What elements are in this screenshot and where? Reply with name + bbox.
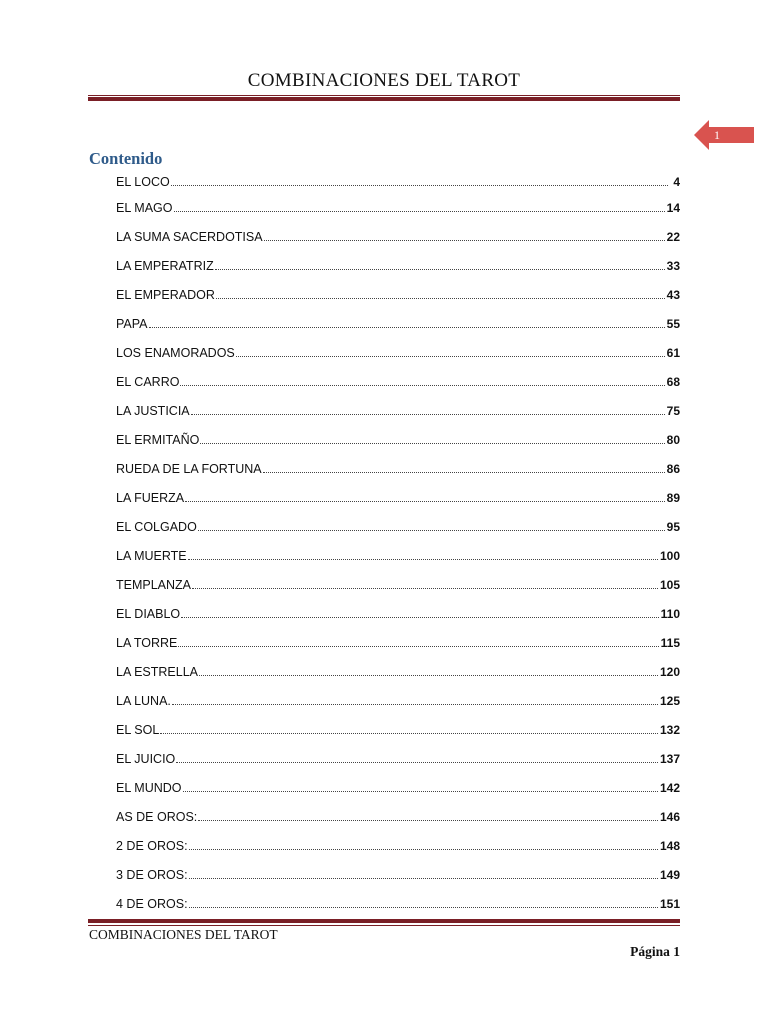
toc-entry-page: 75 bbox=[666, 403, 680, 418]
toc-entry-label: EL SOL bbox=[116, 722, 160, 737]
toc-dot-leader bbox=[189, 906, 658, 908]
toc-dot-leader bbox=[216, 297, 665, 299]
toc-entry[interactable] bbox=[116, 512, 680, 541]
toc-list bbox=[116, 170, 680, 918]
toc-entry-page: 80 bbox=[666, 432, 680, 447]
toc-entry-label: LA EMPERATRIZ bbox=[116, 258, 214, 273]
toc-entry[interactable] bbox=[116, 193, 680, 222]
header-rule-thin bbox=[88, 95, 680, 96]
toc-entry-page: 148 bbox=[659, 838, 680, 853]
toc-entry-page: 43 bbox=[666, 287, 680, 302]
toc-dot-leader bbox=[189, 848, 658, 850]
toc-entry-label: LA JUSTICIA bbox=[116, 403, 190, 418]
toc-entry-page: 33 bbox=[666, 258, 680, 273]
toc-entry-label: LOS ENAMORADOS bbox=[116, 345, 235, 360]
toc-entry-label: AS DE OROS: bbox=[116, 809, 198, 824]
toc-entry-label: EL DIABLO bbox=[116, 606, 181, 621]
toc-entry-page: 142 bbox=[659, 780, 680, 795]
toc-entry[interactable] bbox=[116, 541, 680, 570]
header-rule-thick bbox=[88, 97, 680, 101]
toc-dot-leader bbox=[192, 587, 658, 589]
toc-entry[interactable] bbox=[116, 309, 680, 338]
toc-entry[interactable] bbox=[116, 570, 680, 599]
toc-entry[interactable] bbox=[116, 280, 680, 309]
page-arrow-icon bbox=[694, 120, 754, 150]
toc-entry-page: 110 bbox=[660, 606, 680, 621]
toc-entry-label: TEMPLANZA bbox=[116, 577, 192, 592]
toc-entry-label: EL JUICIO bbox=[116, 751, 176, 766]
toc-entry[interactable] bbox=[116, 628, 680, 657]
toc-entry[interactable] bbox=[116, 599, 680, 628]
toc-dot-leader bbox=[160, 732, 658, 734]
toc-dot-leader bbox=[185, 500, 665, 502]
toc-dot-leader bbox=[215, 268, 665, 270]
toc-entry-page: 132 bbox=[659, 722, 680, 737]
toc-entry-page: 151 bbox=[659, 896, 680, 911]
toc-entry[interactable] bbox=[116, 657, 680, 686]
toc-dot-leader bbox=[174, 210, 665, 212]
footer-rule-thick bbox=[88, 919, 680, 923]
toc-entry[interactable] bbox=[116, 251, 680, 280]
toc-entry[interactable] bbox=[116, 831, 680, 860]
toc-entry-label: EL COLGADO bbox=[116, 519, 197, 534]
toc-entry[interactable] bbox=[116, 367, 680, 396]
footer-rule-thin bbox=[88, 925, 680, 926]
footer-page-number: Página 1 bbox=[630, 944, 680, 959]
toc-entry[interactable] bbox=[116, 686, 680, 715]
toc-entry-page: 86 bbox=[666, 461, 680, 476]
toc-dot-leader bbox=[236, 355, 665, 357]
document-title: COMBINACIONES DEL TAROT bbox=[247, 70, 521, 91]
toc-entry[interactable] bbox=[116, 454, 680, 483]
toc-entry-label: 4 DE OROS: bbox=[116, 896, 188, 911]
toc-entry-label: EL LOCO bbox=[116, 174, 170, 189]
toc-dot-leader bbox=[171, 184, 668, 186]
toc-dot-leader bbox=[198, 529, 665, 531]
toc-entry-label: EL MAGO bbox=[116, 200, 173, 215]
toc-entry[interactable] bbox=[116, 802, 680, 831]
toc-entry[interactable] bbox=[116, 222, 680, 251]
toc-entry-page: 100 bbox=[659, 548, 680, 563]
toc-entry-page: 137 bbox=[659, 751, 680, 766]
toc-entry[interactable] bbox=[116, 170, 680, 193]
toc-dot-leader bbox=[191, 413, 665, 415]
toc-dot-leader bbox=[263, 471, 665, 473]
toc-entry[interactable] bbox=[116, 860, 680, 889]
toc-entry-page: 4 bbox=[673, 174, 680, 189]
toc-entry-page: 146 bbox=[659, 809, 680, 824]
toc-entry[interactable] bbox=[116, 744, 680, 773]
toc-dot-leader bbox=[188, 558, 658, 560]
toc-dot-leader bbox=[200, 442, 664, 444]
toc-entry-page: 89 bbox=[666, 490, 680, 505]
toc-dot-leader bbox=[172, 703, 658, 705]
toc-entry-label: 3 DE OROS: bbox=[116, 867, 188, 882]
toc-entry-page: 68 bbox=[666, 374, 680, 389]
toc-dot-leader bbox=[198, 819, 658, 821]
toc-dot-leader bbox=[178, 645, 658, 647]
toc-entry[interactable] bbox=[116, 425, 680, 454]
toc-dot-leader bbox=[181, 616, 658, 618]
toc-entry-page: 105 bbox=[659, 577, 680, 592]
toc-entry-label: 2 DE OROS: bbox=[116, 838, 188, 853]
toc-entry[interactable] bbox=[116, 889, 680, 918]
toc-entry-page: 22 bbox=[666, 229, 680, 244]
toc-entry-page: 61 bbox=[666, 345, 680, 360]
toc-entry[interactable] bbox=[116, 715, 680, 744]
toc-dot-leader bbox=[264, 239, 665, 241]
toc-dot-leader bbox=[199, 674, 658, 676]
toc-entry[interactable] bbox=[116, 483, 680, 512]
toc-entry-label: EL EMPERADOR bbox=[116, 287, 215, 302]
toc-entry-label: LA ESTRELLA bbox=[116, 664, 198, 679]
toc-entry-page: 120 bbox=[659, 664, 680, 679]
toc-entry-label: EL ERMITAÑO bbox=[116, 432, 200, 447]
toc-entry-page: 95 bbox=[666, 519, 680, 534]
toc-dot-leader bbox=[189, 877, 658, 879]
toc-entry[interactable] bbox=[116, 396, 680, 425]
toc-entry-label: LA TORRE bbox=[116, 635, 178, 650]
toc-entry-page: 55 bbox=[666, 316, 680, 331]
toc-dot-leader bbox=[149, 326, 665, 328]
toc-entry[interactable] bbox=[116, 773, 680, 802]
toc-dot-leader bbox=[176, 761, 658, 763]
page-badge-number: 1 bbox=[714, 128, 720, 142]
toc-dot-leader bbox=[180, 384, 664, 386]
toc-entry-label: LA FUERZA bbox=[116, 490, 185, 505]
toc-entry-page: 14 bbox=[666, 200, 680, 215]
toc-entry-label: LA LUNA. bbox=[116, 693, 171, 708]
toc-heading: Contenido bbox=[89, 149, 163, 168]
toc-entry-label: LA SUMA SACERDOTISA bbox=[116, 229, 263, 244]
toc-entry-page: 149 bbox=[659, 867, 680, 882]
toc-entry-label: EL MUNDO bbox=[116, 780, 182, 795]
toc-entry-page: 125 bbox=[659, 693, 680, 708]
toc-entry-label: PAPA bbox=[116, 316, 148, 331]
toc-entry-page: 115 bbox=[660, 635, 680, 650]
toc-entry[interactable] bbox=[116, 338, 680, 367]
toc-entry-label: EL CARRO bbox=[116, 374, 180, 389]
toc-dot-leader bbox=[183, 790, 658, 792]
toc-entry-label: LA MUERTE bbox=[116, 548, 187, 563]
toc-entry-label: RUEDA DE LA FORTUNA bbox=[116, 461, 262, 476]
footer-title: COMBINACIONES DEL TAROT bbox=[89, 927, 278, 942]
